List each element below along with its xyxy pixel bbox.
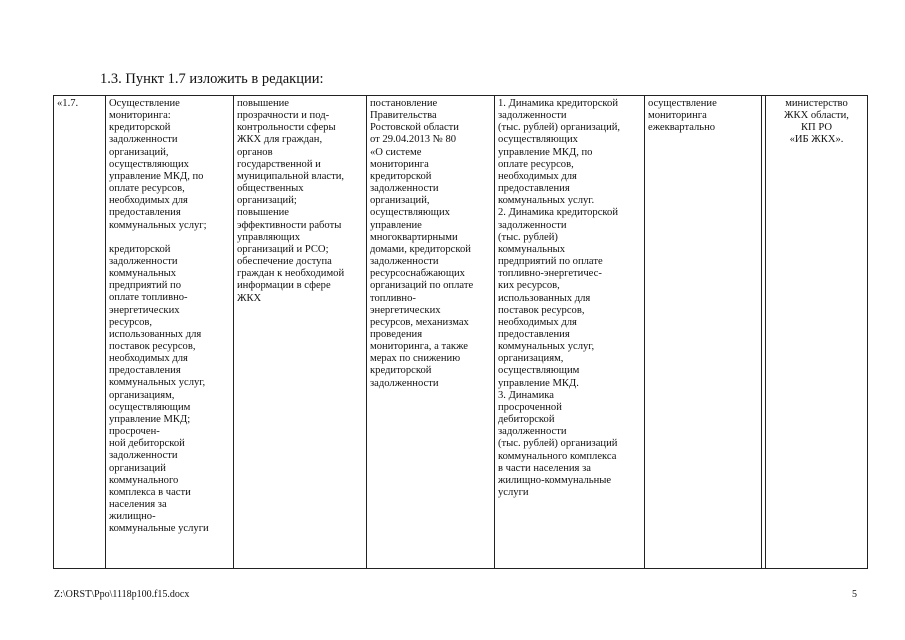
section-heading: 1.3. Пункт 1.7 изложить в редакции: <box>100 71 324 87</box>
indicators-cell <box>495 96 645 569</box>
basis-cell <box>367 96 495 569</box>
indicators-text: 1. Динамика кредиторской задолженности (тыс. рублей) организаций, осуществляющих управление МКД, по оплате ресурсов, необходимых для предоставления коммунальных услуг. 2. Динамика кредиторской задолженности (тыс. рублей) коммунальных предприятий по оплате топливно-энергетичес- ких ресурсов, использованных для поставок ресурсов, необходимых для предоставления коммунальных услуг, организациям, осуществляющим управление МКД. 3. Динамика просроченной дебиторской задолженности (тыс. рублей) организаций коммунального комплекса в части населения за жилищно-коммунальные услуги <box>498 98 621 498</box>
amendment-table <box>53 95 868 569</box>
measure-name-cell <box>106 96 234 569</box>
frequency-cell <box>645 96 762 569</box>
item-number-cell <box>54 96 106 569</box>
footer-file-path: Z:\ORST\Ppo\1118p100.f15.docx <box>54 589 190 600</box>
goal-text: повышение прозрачности и под- контрольности сферы ЖКХ для граждан, органов государственной и муниципальной власти, общественных организаций; повышение эффективности работы управляющих организаций и РСО; обеспечение доступа граждан к необходимой информации в сфере ЖКХ <box>237 98 345 304</box>
footer-page-number: 5 <box>852 589 857 600</box>
goal-cell <box>234 96 367 569</box>
responsible-text: министерство ЖКХ области, КП РО «ИБ ЖКХ». <box>784 98 849 146</box>
responsible-cell <box>766 96 868 569</box>
item-number: «1.7. <box>57 98 79 109</box>
measure-name-part2: кредиторской задолженности коммунальных предприятий по оплате топливно- энергетических ресурсов, использованных для поставок ресурсов, необходимых для предоставления коммунальных услуг, организациям, осуществляющим управление МКД; просрочен- ной дебиторской задолженности организаций коммунального комплекса в части населения за жилищно- коммунальные услуги <box>109 243 209 535</box>
table-row <box>54 96 868 569</box>
basis-text: постановление Правительства Ростовской области от 29.04.2013 № 80 «О системе мониторинга кредиторской задолженности организаций, осуществляющих управление многоквартирными домами, кредиторской задолженности ресурсоснабжающих организаций по оплате топливно- энергетических ресурсов, механизмах проведения мониторинга, а также мерах по снижению кредиторской задолженности <box>370 98 474 389</box>
measure-name-part1: Осуществление мониторинга: кредиторской задолженности организаций, осуществляющих управление МКД, по оплате ресурсов, необходимых для предоставления коммунальных услуг; <box>109 98 207 231</box>
paragraph-gap <box>109 232 230 244</box>
frequency-text: осуществление мониторинга ежеквартально <box>648 98 717 134</box>
